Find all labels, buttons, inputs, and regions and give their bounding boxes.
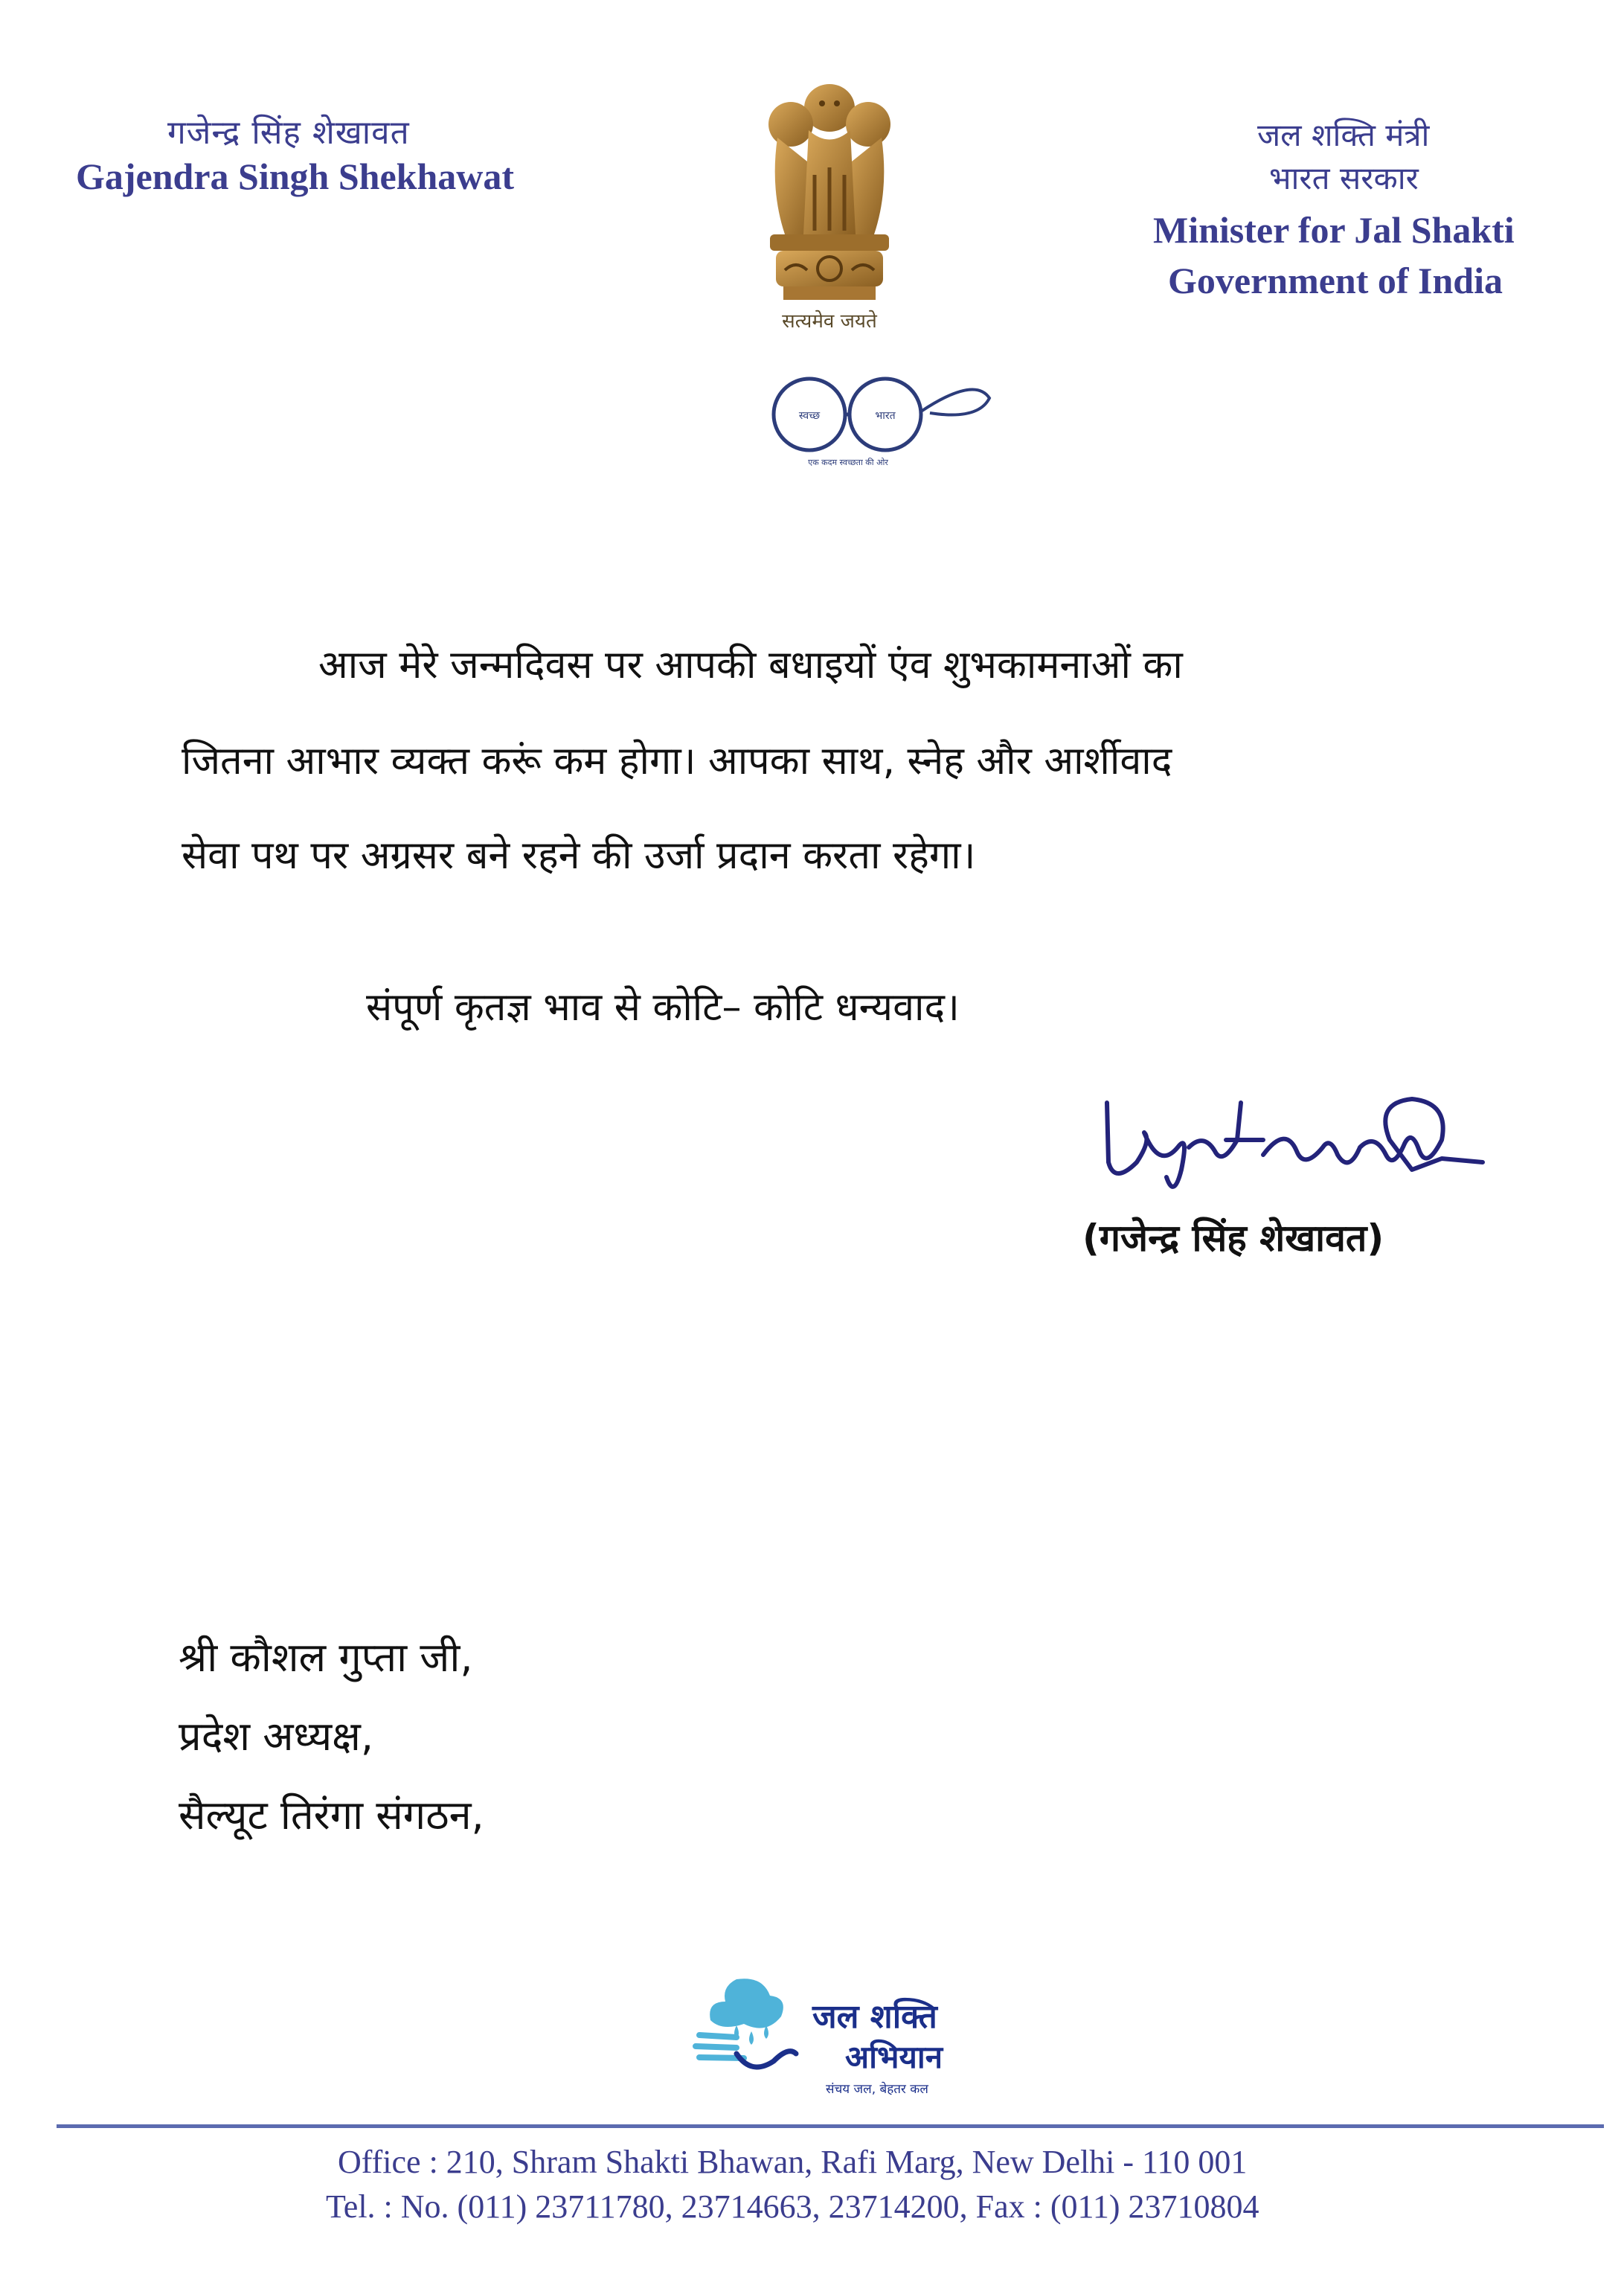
sender-name-english: Gajendra Singh Shekhawat [76,156,515,197]
signatory-name: (गजेन्द्र सिंह शेखावत) [1082,1217,1384,1260]
jal-shakti-logo-line1: जल शक्ति [812,1998,937,2036]
body-line-1: आज मेरे जन्मदिवस पर आपकी बधाइयों एंव शुभकामनाओं का [318,643,1183,688]
designation-hindi-line2: भारत सरकार [1269,160,1419,196]
state-emblem-icon [755,78,904,316]
body-line-2: जितना आभार व्यक्त करूं कम होगा। आपका साथ, स्नेह और आर्शीवाद [182,739,1172,784]
addressee-line-2: प्रदेश अध्यक्ष, [179,1713,374,1760]
designation-hindi-line1: जल शक्ति मंत्री [1257,117,1430,153]
designation-english-line2: Government of India [1168,260,1503,301]
swachh-tagline: एक कदम स्वच्छता की ओर [808,458,888,467]
jal-shakti-logo-line2: अभियान [845,2039,943,2075]
swachh-left-label: स्वच्छ [798,410,821,422]
sender-name-hindi: गजेन्द्र सिंह शेखावत [167,114,410,152]
designation-english-line1: Minister for Jal Shakti [1153,209,1515,251]
footer-divider [57,2124,1604,2128]
swachh-bharat-logo [751,368,997,472]
body-line-4: संपूर्ण कृतज्ञ भाव से कोटि– कोटि धन्यवाद। [366,985,960,1030]
emblem-motto: सत्यमेव जयते [782,310,877,333]
swachh-right-label: भारत [875,410,896,422]
footer-telephone: Tel. : No. (011) 23711780, 23714663, 23714200, Fax : (011) 23710804 [326,2188,1259,2225]
jal-shakti-logo-tagline: संचय जल, बेहतर कल [826,2082,928,2097]
footer-office-address: Office : 210, Shram Shakti Bhawan, Rafi Marg, New Delhi - 110 001 [338,2144,1248,2180]
body-line-3: सेवा पथ पर अग्रसर बने रहने की उर्जा प्रदान करता रहेगा। [182,833,976,878]
addressee-line-1: श्री कौशल गुप्ता जी, [179,1634,473,1681]
addressee-line-3: सैल्यूट तिरंगा संगठन, [179,1792,484,1839]
handwritten-signature [1092,1088,1494,1214]
jal-shakti-abhiyan-logo-icon [692,1972,803,2083]
